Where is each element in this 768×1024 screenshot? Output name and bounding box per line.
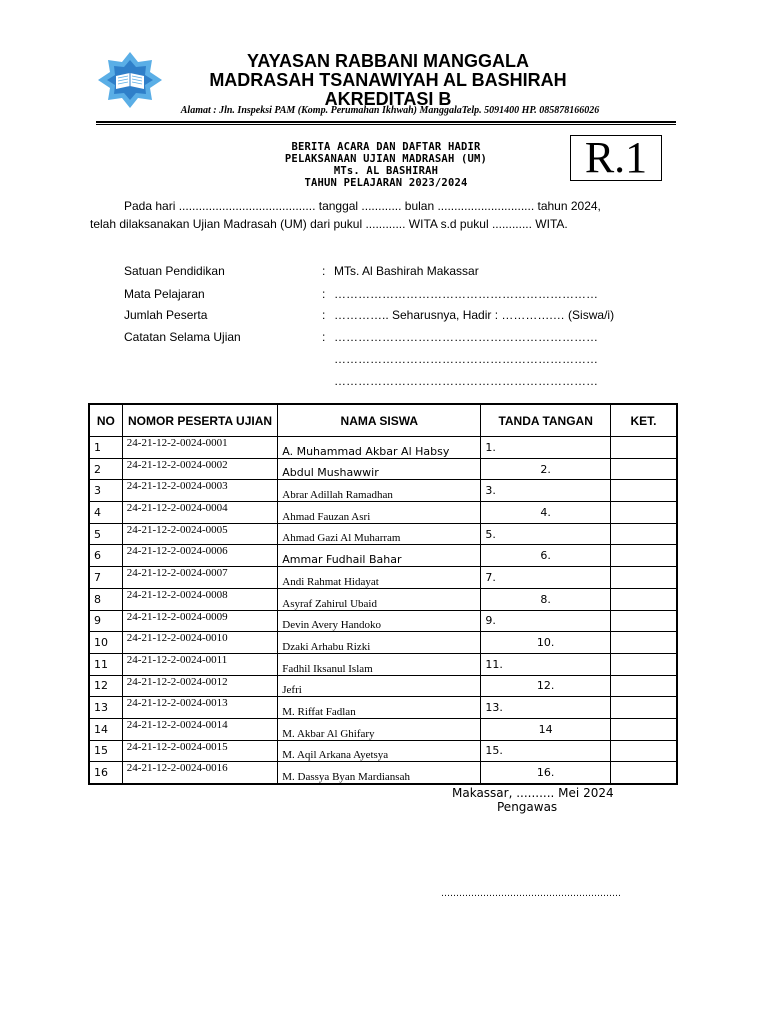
doc-title-line3: MTs. AL BASHIRAH — [333, 165, 439, 177]
row-number: 15 — [89, 740, 122, 762]
doc-title-line2: PELAKSANAAN UJIAN MADRASAH (UM) — [284, 153, 488, 165]
info-label-subject: Mata Pelajaran — [124, 287, 205, 301]
row-number: 10 — [89, 632, 122, 654]
table-row — [89, 675, 677, 697]
signature-cell[interactable]: 9. — [481, 610, 611, 632]
signature-cell[interactable]: 5. — [481, 523, 611, 545]
info-value-participants: ………….. Seharusnya, Hadir : ………….… (Siswa/i) — [334, 308, 615, 322]
notes-cell[interactable] — [611, 588, 678, 610]
col-header-signature: TANDA TANGAN — [481, 404, 611, 437]
row-number: 9 — [89, 610, 122, 632]
notes-cell[interactable] — [611, 480, 678, 502]
participant-number: 24-21-12-2-0024-0004 — [122, 502, 277, 524]
info-notes-line2: ………………………………………………………… — [334, 352, 598, 366]
table-row — [89, 718, 677, 740]
signature-cell[interactable]: 6. — [481, 545, 611, 567]
row-number: 7 — [89, 567, 122, 589]
signature-cell[interactable]: 3. — [481, 480, 611, 502]
student-name: Abrar Adillah Ramadhan — [278, 480, 481, 502]
student-name: Fadhil Iksanul Islam — [278, 653, 481, 675]
notes-cell[interactable] — [611, 567, 678, 589]
participant-number: 24-21-12-2-0024-0011 — [122, 653, 277, 675]
info-label-unit: Satuan Pendidikan — [124, 264, 225, 278]
participant-number: 24-21-12-2-0024-0007 — [122, 567, 277, 589]
notes-cell[interactable] — [611, 458, 678, 480]
header-divider-thin — [96, 124, 676, 125]
table-row — [89, 437, 677, 459]
participant-number: 24-21-12-2-0024-0012 — [122, 675, 277, 697]
row-number: 8 — [89, 588, 122, 610]
school-name: MADRASAH TSANAWIYAH AL BASHIRAH — [209, 70, 567, 90]
table-row — [89, 610, 677, 632]
signature-cell[interactable]: 8. — [481, 588, 611, 610]
signature-cell[interactable]: 1. — [481, 437, 611, 459]
intro-line2: telah dilaksanakan Ujian Madrasah (UM) dari pukul ............ WITA s.d pukul ............ WITA. — [90, 217, 568, 231]
notes-cell[interactable] — [611, 762, 678, 784]
row-number: 3 — [89, 480, 122, 502]
participant-number: 24-21-12-2-0024-0001 — [122, 437, 277, 459]
signature-cell[interactable]: 13. — [481, 697, 611, 719]
row-number: 1 — [89, 437, 122, 459]
notes-cell[interactable] — [611, 610, 678, 632]
info-colon: : — [322, 287, 326, 301]
participant-number: 24-21-12-2-0024-0003 — [122, 480, 277, 502]
intro-line1: Pada hari ......................................... tanggal ............ bulan ............................. tahun 2024, — [124, 199, 601, 213]
student-name: M. Dassya Byan Mardiansah — [278, 762, 481, 784]
participant-number: 24-21-12-2-0024-0008 — [122, 588, 277, 610]
participant-number: 24-21-12-2-0024-0005 — [122, 523, 277, 545]
table-row — [89, 458, 677, 480]
student-name: Andi Rahmat Hidayat — [278, 567, 481, 589]
info-colon: : — [322, 330, 326, 344]
student-name: Ahmad Fauzan Asri — [278, 502, 481, 524]
info-label-notes: Catatan Selama Ujian — [124, 330, 241, 344]
signature-cell[interactable]: 4. — [481, 502, 611, 524]
table-row — [89, 502, 677, 524]
participant-number: 24-21-12-2-0024-0009 — [122, 610, 277, 632]
student-name: M. Aqil Arkana Ayetsya — [278, 740, 481, 762]
form-code-box — [570, 135, 662, 181]
notes-cell[interactable] — [611, 545, 678, 567]
student-name: Abdul Mushawwir — [278, 458, 481, 480]
notes-cell[interactable] — [611, 502, 678, 524]
notes-cell[interactable] — [611, 740, 678, 762]
student-name: Jefri — [278, 675, 481, 697]
doc-title-line4: TAHUN PELAJARAN 2023/2024 — [304, 177, 468, 189]
info-notes-line3: ………………………………………………………… — [334, 374, 598, 388]
notes-cell[interactable] — [611, 675, 678, 697]
row-number: 16 — [89, 762, 122, 784]
signature-cell[interactable]: 15. — [481, 740, 611, 762]
table-header-row — [89, 404, 677, 437]
participant-number: 24-21-12-2-0024-0002 — [122, 458, 277, 480]
participant-number: 24-21-12-2-0024-0010 — [122, 632, 277, 654]
student-name: Ammar Fudhail Bahar — [278, 545, 481, 567]
notes-cell[interactable] — [611, 653, 678, 675]
signature-cell[interactable]: 14 — [481, 718, 611, 740]
info-colon: : — [322, 308, 326, 322]
participant-number: 24-21-12-2-0024-0013 — [122, 697, 277, 719]
notes-cell[interactable] — [611, 718, 678, 740]
info-value-unit: MTs. Al Bashirah Makassar — [334, 264, 479, 278]
signature-cell[interactable]: 12. — [481, 675, 611, 697]
row-number: 5 — [89, 523, 122, 545]
info-value-subject: ………………………………………………………… — [334, 287, 598, 301]
table-row — [89, 567, 677, 589]
row-number: 13 — [89, 697, 122, 719]
row-number: 2 — [89, 458, 122, 480]
student-name: Devin Avery Handoko — [278, 610, 481, 632]
table-row — [89, 545, 677, 567]
table-row — [89, 653, 677, 675]
header-divider — [96, 121, 676, 123]
col-header-notes: KET. — [611, 404, 678, 437]
table-row — [89, 480, 677, 502]
row-number: 6 — [89, 545, 122, 567]
supervisor-role: Pengawas — [497, 800, 558, 814]
participant-number: 24-21-12-2-0024-0006 — [122, 545, 277, 567]
table-row — [89, 697, 677, 719]
attendance-table — [88, 403, 678, 785]
place-date: Makassar, .......... Mei 2024 — [452, 786, 614, 800]
row-number: 14 — [89, 718, 122, 740]
form-code: R.1 — [584, 133, 648, 182]
notes-cell[interactable] — [611, 697, 678, 719]
table-row — [89, 762, 677, 784]
student-name: M. Akbar Al Ghifary — [278, 718, 481, 740]
table-row — [89, 632, 677, 654]
table-row — [89, 588, 677, 610]
participant-number: 24-21-12-2-0024-0015 — [122, 740, 277, 762]
info-label-participants: Jumlah Peserta — [124, 308, 208, 322]
row-number: 11 — [89, 653, 122, 675]
student-name: Asyraf Zahirul Ubaid — [278, 588, 481, 610]
info-value-notes: ………………………………………………………… — [334, 330, 598, 344]
student-name: A. Muhammad Akbar Al Habsy — [278, 437, 481, 459]
participant-number: 24-21-12-2-0024-0014 — [122, 718, 277, 740]
school-address: Alamat : Jln. Inspeksi PAM (Komp. Perumahan Ikhwah) ManggalaTelp. 5091400 HP. 085878166026 — [180, 105, 600, 116]
student-name: M. Riffat Fadlan — [278, 697, 481, 719]
info-colon: : — [322, 264, 326, 278]
notes-cell[interactable] — [611, 437, 678, 459]
doc-title-line1: BERITA ACARA DAN DAFTAR HADIR — [291, 141, 481, 153]
row-number: 4 — [89, 502, 122, 524]
signature-cell[interactable]: 7. — [481, 567, 611, 589]
notes-cell[interactable] — [611, 523, 678, 545]
signature-cell[interactable]: 2. — [481, 458, 611, 480]
row-number: 12 — [89, 675, 122, 697]
student-name: Dzaki Arhabu Rizki — [278, 632, 481, 654]
student-name: Ahmad Gazi Al Muharram — [278, 523, 481, 545]
col-header-student-name: NAMA SISWA — [278, 404, 481, 437]
table-row — [89, 740, 677, 762]
col-header-participant-number: NOMOR PESERTA UJIAN — [122, 404, 277, 437]
notes-cell[interactable] — [611, 632, 678, 654]
table-row — [89, 523, 677, 545]
signature-line: …………………………………………………… — [441, 889, 621, 899]
signature-cell[interactable]: 16. — [481, 762, 611, 784]
signature-cell[interactable]: 10. — [481, 632, 611, 654]
foundation-name: YAYASAN RABBANI MANGGALA — [246, 51, 530, 71]
accreditation: AKREDITASI B — [324, 89, 452, 109]
col-header-no: NO — [89, 404, 122, 437]
participant-number: 24-21-12-2-0024-0016 — [122, 762, 277, 784]
signature-cell[interactable]: 11. — [481, 653, 611, 675]
